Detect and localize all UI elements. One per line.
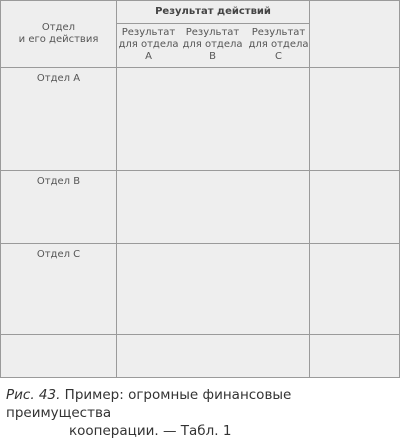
row-label-department-b: Отдел B xyxy=(36,176,81,187)
corner-header-line2: и его действия xyxy=(18,34,99,45)
caption-text-line1: Пример: огромные финансовые преимущества xyxy=(6,387,292,421)
result-c-line1: Результат xyxy=(251,27,306,38)
result-column-header-c xyxy=(246,27,311,63)
result-b-line2: для отдела xyxy=(182,39,243,50)
corner-header xyxy=(1,22,116,46)
corner-header-line1: Отдел xyxy=(41,22,76,33)
group-header: Результат действий xyxy=(155,6,271,17)
caption-text-line2: кооперации. — Табл. 1 xyxy=(69,423,232,439)
table-border-left xyxy=(0,0,1,378)
figure-label: Рис. 43. xyxy=(6,387,61,403)
row-divider-3 xyxy=(0,334,400,335)
result-c-line2: для отдела xyxy=(248,39,309,50)
result-a-line3: A xyxy=(145,51,152,62)
result-a-line1: Результат xyxy=(121,27,176,38)
table-border-bottom xyxy=(0,377,400,378)
result-a-line2: для отдела xyxy=(118,39,179,50)
group-header-underline xyxy=(116,23,310,24)
table-border-top xyxy=(0,0,400,1)
result-c-line3: C xyxy=(275,51,282,62)
figure-caption xyxy=(6,386,398,440)
row-divider-1 xyxy=(0,170,400,171)
result-column-header-a xyxy=(116,27,181,63)
result-b-line3: B xyxy=(209,51,216,62)
result-b-line1: Результат xyxy=(185,27,240,38)
header-row-divider xyxy=(0,67,400,68)
row-divider-2 xyxy=(0,243,400,244)
result-column-header-b xyxy=(180,27,245,63)
row-label-department-a: Отдел A xyxy=(36,73,81,84)
row-label-department-c: Отдел C xyxy=(36,249,81,260)
